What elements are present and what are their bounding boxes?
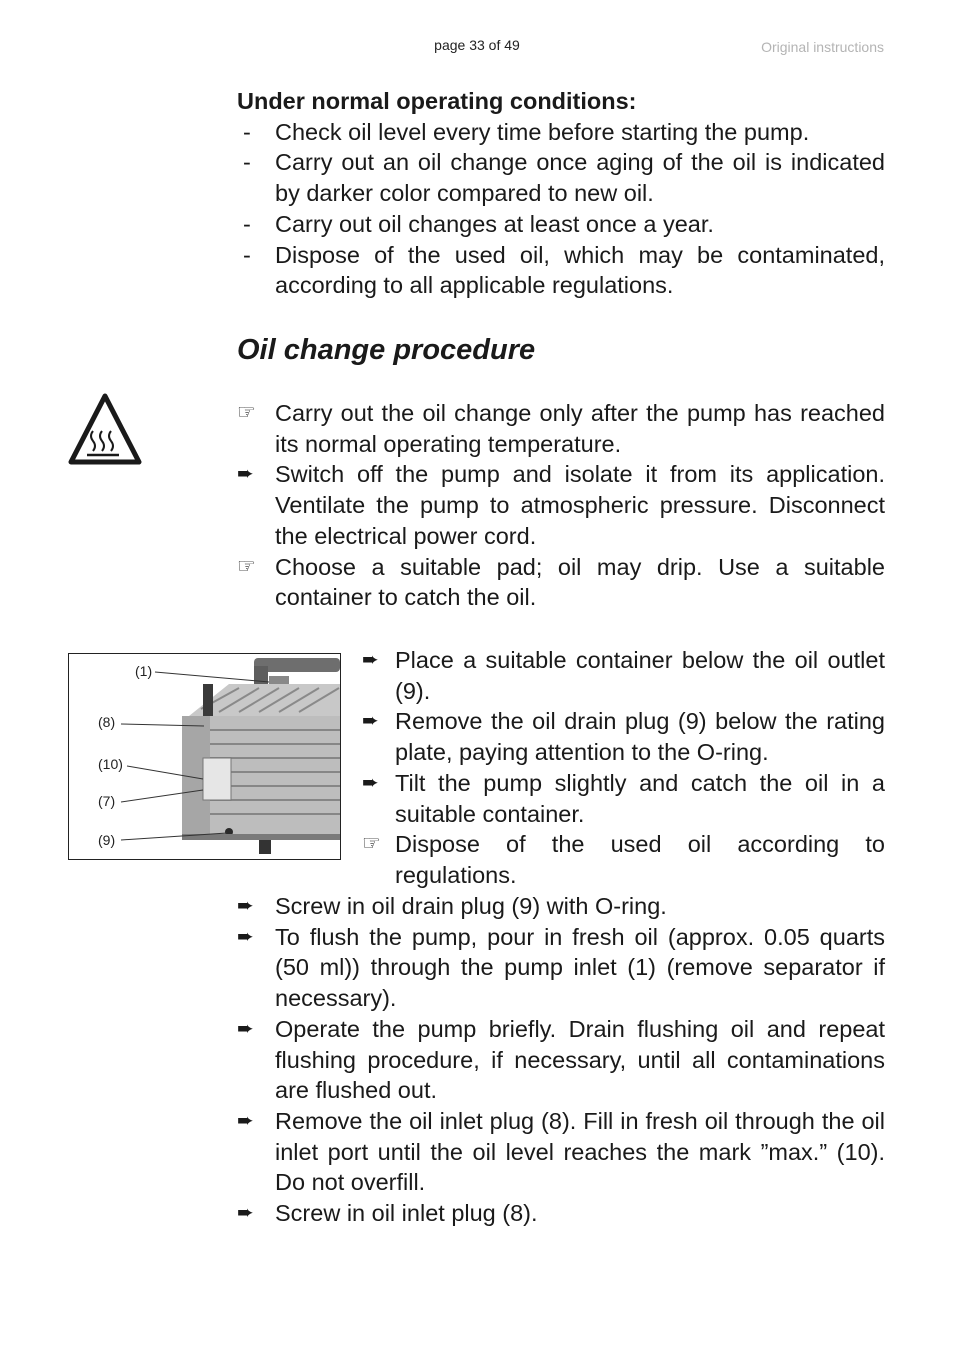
arrow-right-icon: ➨ [237, 1202, 254, 1225]
hand-pointer-icon: ☞ [237, 401, 256, 424]
arrow-right-icon: ➨ [237, 895, 254, 917]
list-item: ➨ Operate the pump briefly. Drain flushing oil and repeat flushing procedure, if necessary, until all contaminations are flushed out. [237, 1015, 885, 1104]
normal-conditions-section [237, 86, 885, 301]
procedure-steps-a [237, 398, 885, 613]
list-item: ☞ Choose a suitable pad; oil may drip. Use a suitable container to catch the oil. [237, 553, 885, 611]
callout-oil-inlet-plug: (8) [98, 714, 116, 730]
callout-inlet: (1) [135, 663, 153, 679]
list-item: - Check oil level every time before starting the pump. [243, 118, 810, 145]
list-item: ➨ Remove the oil inlet plug (8). Fill in fresh oil through the oil inlet port until the oil level reaches the mark ”max.” (10). Do not overfill. [237, 1107, 885, 1196]
list-item: ➨ Remove the oil drain plug (9) below the rating plate, paying attention to the O-ring. [362, 708, 885, 766]
list-item: ➨ To flush the pump, pour in fresh oil (approx. 0.05 quarts (50 ml)) through the pump inlet (1) (remove separator if necessary). [237, 923, 885, 1012]
callout-max-mark: (10) [98, 756, 123, 772]
procedure-steps-c [237, 891, 885, 1229]
pump-figure [68, 653, 341, 860]
hot-surface-warning-icon [67, 391, 143, 467]
procedure-steps-b [362, 645, 885, 891]
list-item: ➨ Switch off the pump and isolate it from its application. Ventilate the pump to atmospheric pressure. Disconnect the electrical power cord. [237, 461, 885, 549]
page-number: page 33 of 49 [434, 37, 520, 53]
arrow-right-icon: ➨ [237, 1109, 254, 1132]
list-item: ➨ Tilt the pump slightly and catch the oil in a suitable container. [362, 769, 885, 827]
callout-drain-plug: (9) [98, 832, 116, 848]
arrow-right-icon: ➨ [237, 1017, 254, 1040]
hand-pointer-icon: ☞ [362, 832, 381, 856]
list-item: - Dispose of the used oil, which may be contaminated, according to all applicable regulations. [243, 241, 885, 299]
normal-conditions-heading: Under normal operating conditions: [237, 88, 637, 114]
arrow-right-icon: ➨ [362, 649, 379, 671]
callout-sight-glass: (7) [98, 793, 116, 809]
doc-label: Original instructions [761, 39, 884, 55]
section-title: Oil change procedure [237, 334, 536, 366]
hand-pointer-icon: ☞ [237, 554, 256, 578]
list-item: - Carry out oil changes at least once a year. [243, 210, 714, 237]
list-item: ➨ Place a suitable container below the oil outlet (9). [362, 647, 885, 704]
list-item: ➨ Screw in oil inlet plug (8). [237, 1198, 885, 1229]
list-item: ➨ Screw in oil drain plug (9) with O-ring. [237, 891, 885, 922]
list-item: ☞ Dispose of the used oil according to regulations. [362, 831, 885, 888]
arrow-right-icon: ➨ [362, 771, 379, 794]
arrow-right-icon: ➨ [237, 463, 254, 486]
list-item: ☞ Carry out the oil change only after the pump has reached its normal operating temperature. [237, 400, 885, 457]
arrow-right-icon: ➨ [362, 710, 379, 733]
arrow-right-icon: ➨ [237, 925, 254, 948]
list-item: - Carry out an oil change once aging of the oil is indicated by darker color compared to new oil. [243, 149, 885, 207]
